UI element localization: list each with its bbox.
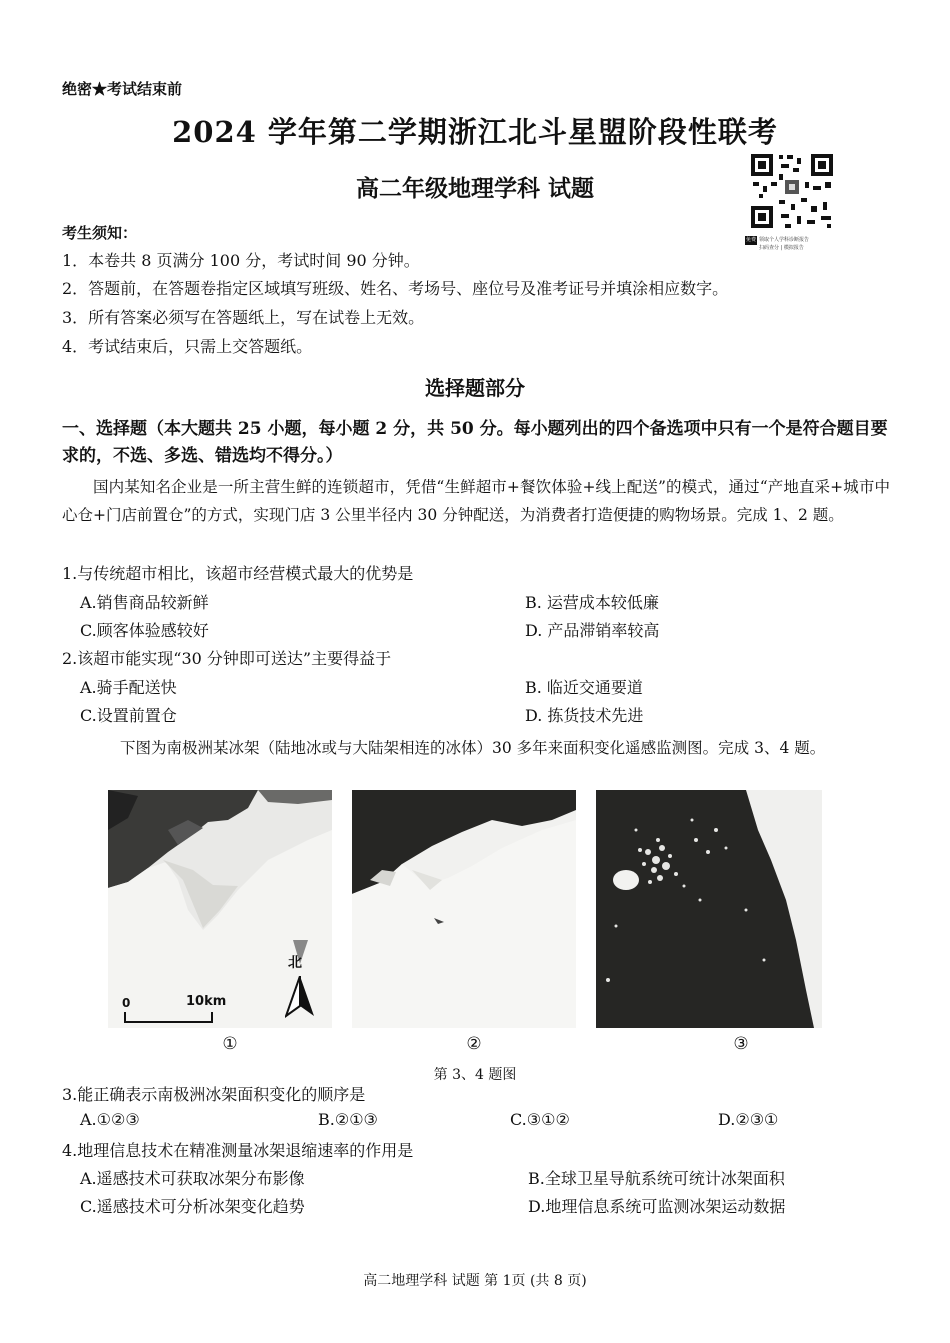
figure-label-1: ① xyxy=(222,1034,238,1054)
north-arrow-icon xyxy=(285,976,315,1018)
part1-heading: 一、选择题（本大题共 25 小题，每小题 2 分，共 50 分。每小题列出的四个备选项中只有一个是符合题目要求的，不选、多选、错选均不得分。） xyxy=(62,419,888,466)
section-title: 选择题部分 xyxy=(425,376,525,400)
qr-subcaption: 扫码查分 | 模拟报告 xyxy=(759,245,804,251)
notice-item: 4．考试结束后，只需上交答题纸。 xyxy=(62,337,313,356)
question-4-option-c[interactable]: C.遥感技术可分析冰架变化趋势 xyxy=(80,1197,305,1216)
ice-shelf-image-1 xyxy=(108,790,332,1028)
qr-logo-badge: 免费 xyxy=(746,237,757,243)
question-3-option-a[interactable]: A.①②③ xyxy=(80,1110,140,1129)
figure-label-3: ③ xyxy=(733,1034,749,1054)
question-2-option-c[interactable]: C.设置前置仓 xyxy=(80,706,177,725)
notice-item: 3．所有答案必须写在答题纸上，写在试卷上无效。 xyxy=(62,308,425,327)
question-1-option-a[interactable]: A.销售商品较新鲜 xyxy=(80,593,209,612)
exam-subtitle: 高二年级地理学科 试题 xyxy=(355,175,594,202)
notice-heading: 考生须知： xyxy=(62,224,138,242)
question-4-option-a[interactable]: A.遥感技术可获取冰架分布影像 xyxy=(80,1169,305,1188)
figure-label-2: ② xyxy=(466,1034,482,1054)
question-4-option-b[interactable]: B.全球卫星导航系统可统计冰架面积 xyxy=(528,1169,785,1188)
confidential-mark: 绝密★考试结束前 xyxy=(62,80,183,98)
question-3-option-c[interactable]: C.③①② xyxy=(510,1110,570,1129)
question-3-stem: 3.能正确表示南极洲冰架面积变化的顺序是 xyxy=(62,1085,366,1104)
question-2-option-d[interactable]: D. 拣货技术先进 xyxy=(525,706,644,725)
exam-title: 2024 学年第二学期浙江北斗星盟阶段性联考 xyxy=(172,115,778,149)
scale-ten-km: 10km xyxy=(186,994,227,1009)
question-1-option-c[interactable]: C.顾客体验感较好 xyxy=(80,621,209,640)
qr-code[interactable] xyxy=(745,150,839,260)
ice-shelf-image-3 xyxy=(596,790,822,1028)
question-2-option-b[interactable]: B. 临近交通要道 xyxy=(525,678,643,697)
page-footer: 高二地理学科 试题 第 1页 (共 8 页) xyxy=(363,1273,587,1289)
scale-bar xyxy=(124,1012,214,1024)
passage-2: 下图为南极洲某冰架（陆地冰或与大陆架相连的冰体）30 多年来面积变化遥感监测图。完成 3、4 题。 xyxy=(120,739,826,757)
qr-caption: 领取个人学科诊断报告 xyxy=(759,237,810,243)
notice-item: 1．本卷共 8 页满分 100 分，考试时间 90 分钟。 xyxy=(62,251,420,270)
question-3-option-b[interactable]: B.②①③ xyxy=(318,1110,378,1129)
question-1-option-b[interactable]: B. 运营成本较低廉 xyxy=(525,593,659,612)
notice-item: 2．答题前，在答题卷指定区域填写班级、姓名、考场号、座位号及准考证号并填涂相应数字。 xyxy=(62,279,729,298)
question-3-option-d[interactable]: D.②③① xyxy=(718,1110,779,1129)
scale-zero: 0 xyxy=(122,996,131,1010)
question-2-option-a[interactable]: A.骑手配送快 xyxy=(80,678,177,697)
north-label: 北 xyxy=(288,955,302,971)
question-1-stem: 1.与传统超市相比，该超市经营模式最大的优势是 xyxy=(62,564,414,583)
ice-shelf-image-2 xyxy=(352,790,576,1028)
question-2-stem: 2.该超市能实现“30 分钟即可送达”主要得益于 xyxy=(62,649,392,668)
question-1-option-d[interactable]: D. 产品滞销率较高 xyxy=(525,621,660,640)
passage-1: 国内某知名企业是一所主营生鲜的连锁超市，凭借“生鲜超市+餐饮体验+线上配送”的模式，通过“产地直采+城市中心仓+门店前置仓”的方式，实现门店 3 公里半径内 30 分钟配送，为消费者打造便捷的购物场景。完成 1、2 题。 xyxy=(62,478,890,524)
figure-caption: 第 3、4 题图 xyxy=(433,1067,517,1083)
question-4-option-d[interactable]: D.地理信息系统可监测冰架运动数据 xyxy=(528,1197,786,1216)
question-4-stem: 4.地理信息技术在精准测量冰架退缩速率的作用是 xyxy=(62,1141,414,1160)
qr-code-image xyxy=(745,150,839,232)
